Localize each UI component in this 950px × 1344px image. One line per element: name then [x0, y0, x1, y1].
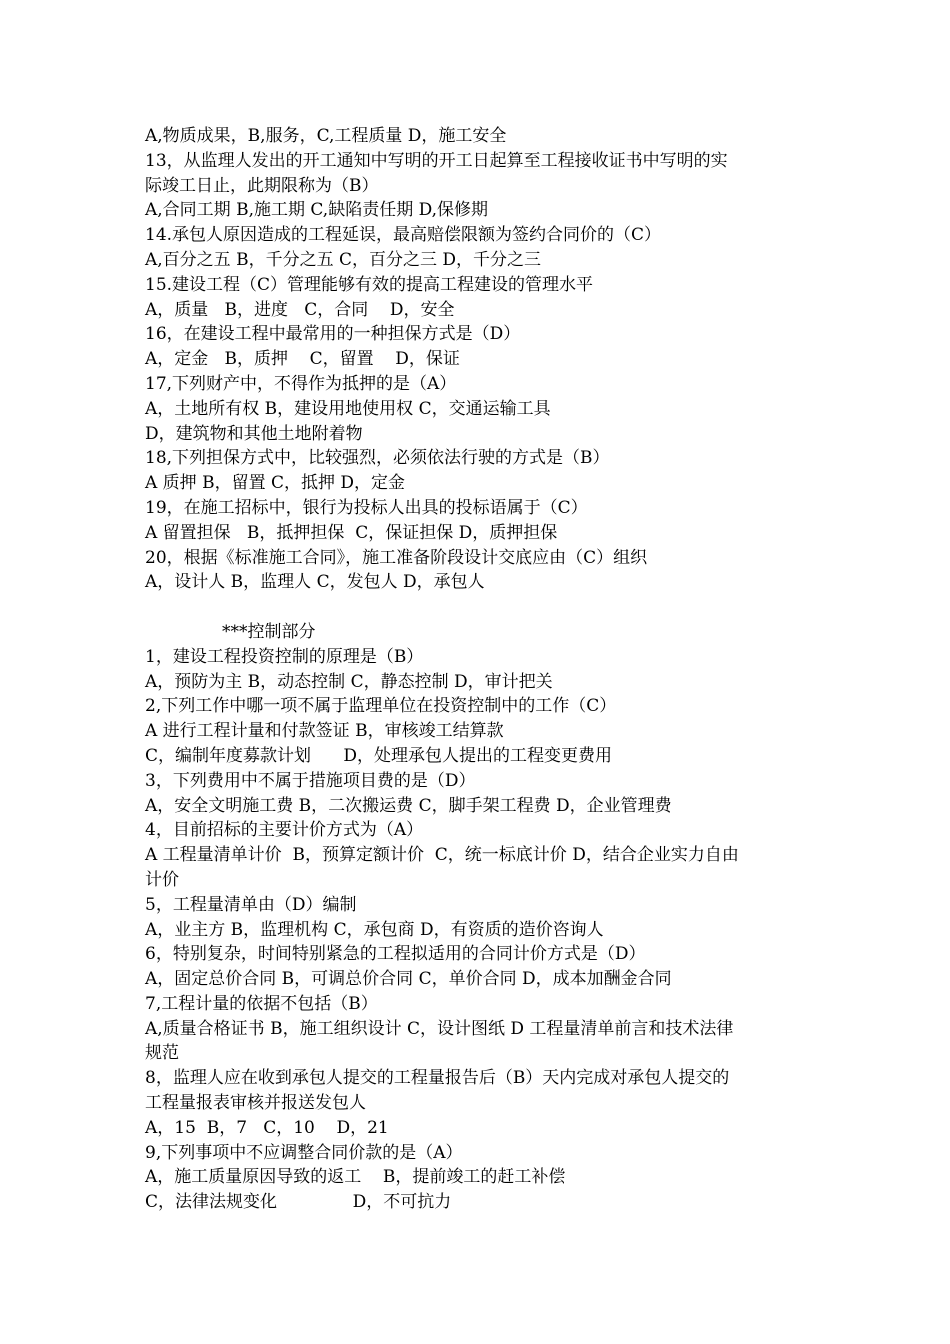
- text-line: A,物质成果，B,服务，C,工程质量 D，施工安全: [145, 126, 507, 146]
- answer-options: A 留置担保 B，抵押担保 C，保证担保 D，质押担保: [145, 522, 558, 543]
- question-20: 20，根据《标准施工合同》，施工准备阶段设计交底应由（C）组织: [145, 547, 648, 568]
- answer-options: D，建筑物和其他土地附着物: [145, 423, 363, 444]
- question-6: 6，特别复杂，时间特别紧急的工程拟适用的合同计价方式是（D）: [145, 944, 646, 965]
- answer-options: A，定金 B，质押 C，留置 D，保证: [145, 349, 460, 370]
- question-16: 16，在建设工程中最常用的一种担保方式是（D）: [145, 324, 521, 345]
- answer-options: C，编制年度募款计划 D，处理承包人提出的工程变更费用: [145, 745, 613, 766]
- answer-options: A，固定总价合同 B，可调总价合同 C，单价合同 D，成本加酬金合同: [145, 969, 672, 990]
- answer-options: A，土地所有权 B，建设用地使用权 C，交通运输工具: [145, 398, 551, 419]
- question-2: 2,下列工作中哪一项不属于监理单位在投资控制中的工作（C）: [145, 696, 617, 717]
- answer-options: A 进行工程计量和付款签证 B，审核竣工结算款: [145, 721, 504, 742]
- question-19: 19，在施工招标中，银行为投标人出具的投标语属于（C）: [145, 497, 588, 518]
- text-line: 际竣工日止，此期限称为（B）: [145, 175, 379, 196]
- answer-options: C，法律法规变化 D，不可抗力: [145, 1192, 452, 1213]
- answer-options: A，质量 B，进度 C，合同 D，安全: [145, 299, 455, 320]
- question-5: 5，工程量清单由（D）编制: [145, 894, 357, 915]
- question-8: 8，监理人应在收到承包人提交的工程量报告后（B）天内完成对承包人提交的: [145, 1068, 730, 1089]
- question-7: 7,工程计量的依据不包括（B）: [145, 993, 378, 1014]
- answer-options: A,质量合格证书 B，施工组织设计 C，设计图纸 D 工程量清单前言和技术法律: [145, 1018, 734, 1039]
- blank-line: [145, 595, 825, 620]
- text-line: 工程量报表审核并报送发包人: [145, 1093, 366, 1114]
- question-9: 9,下列事项中不应调整合同价款的是（A）: [145, 1142, 463, 1163]
- answer-options: 计价: [145, 869, 179, 890]
- answer-options: A 质押 B，留置 C，抵押 D，定金: [145, 473, 406, 494]
- answer-options: A，预防为主 B，动态控制 C，静态控制 D，审计把关: [145, 671, 553, 692]
- question-15: 15.建设工程（C）管理能够有效的提高工程建设的管理水平: [145, 274, 594, 295]
- question-4: 4，目前招标的主要计价方式为（A）: [145, 820, 424, 841]
- answer-options: 规范: [145, 1043, 179, 1064]
- answer-options: A，安全文明施工费 B，二次搬运费 C，脚手架工程费 D，企业管理费: [145, 795, 672, 816]
- question-13: 13，从监理人发出的开工通知中写明的开工日起算至工程接收证书中写明的实: [145, 150, 728, 171]
- answer-options: A，施工质量原因导致的返工 B，提前竣工的赶工补偿: [145, 1167, 566, 1188]
- question-1: 1，建设工程投资控制的原理是（B）: [145, 646, 424, 667]
- answer-options: A，设计人 B，监理人 C，发包人 D，承包人: [145, 572, 485, 593]
- answer-options: A,合同工期 B,施工期 C,缺陷责任期 D,保修期: [145, 200, 489, 221]
- question-18: 18,下列担保方式中，比较强烈，必须依法行驶的方式是（B）: [145, 448, 610, 469]
- answer-options: A 工程量清单计价 B，预算定额计价 C，统一标底计价 D，结合企业实力自由: [145, 845, 739, 866]
- section-heading: ***控制部分: [222, 621, 316, 642]
- document-body: [145, 124, 825, 1215]
- question-3: 3，下列费用中不属于措施项目费的是（D）: [145, 770, 476, 791]
- answer-options: A，业主方 B，监理机构 C，承包商 D，有资质的造价咨询人: [145, 919, 604, 940]
- answer-options: A，15 B，7 C，10 D，21: [145, 1117, 389, 1138]
- question-17: 17,下列财产中，不得作为抵押的是（A）: [145, 373, 457, 394]
- question-14: 14.承包人原因造成的工程延误，最高赔偿限额为签约合同价的（C）: [145, 225, 662, 246]
- answer-options: A,百分之五 B，千分之五 C，百分之三 D，千分之三: [145, 249, 542, 270]
